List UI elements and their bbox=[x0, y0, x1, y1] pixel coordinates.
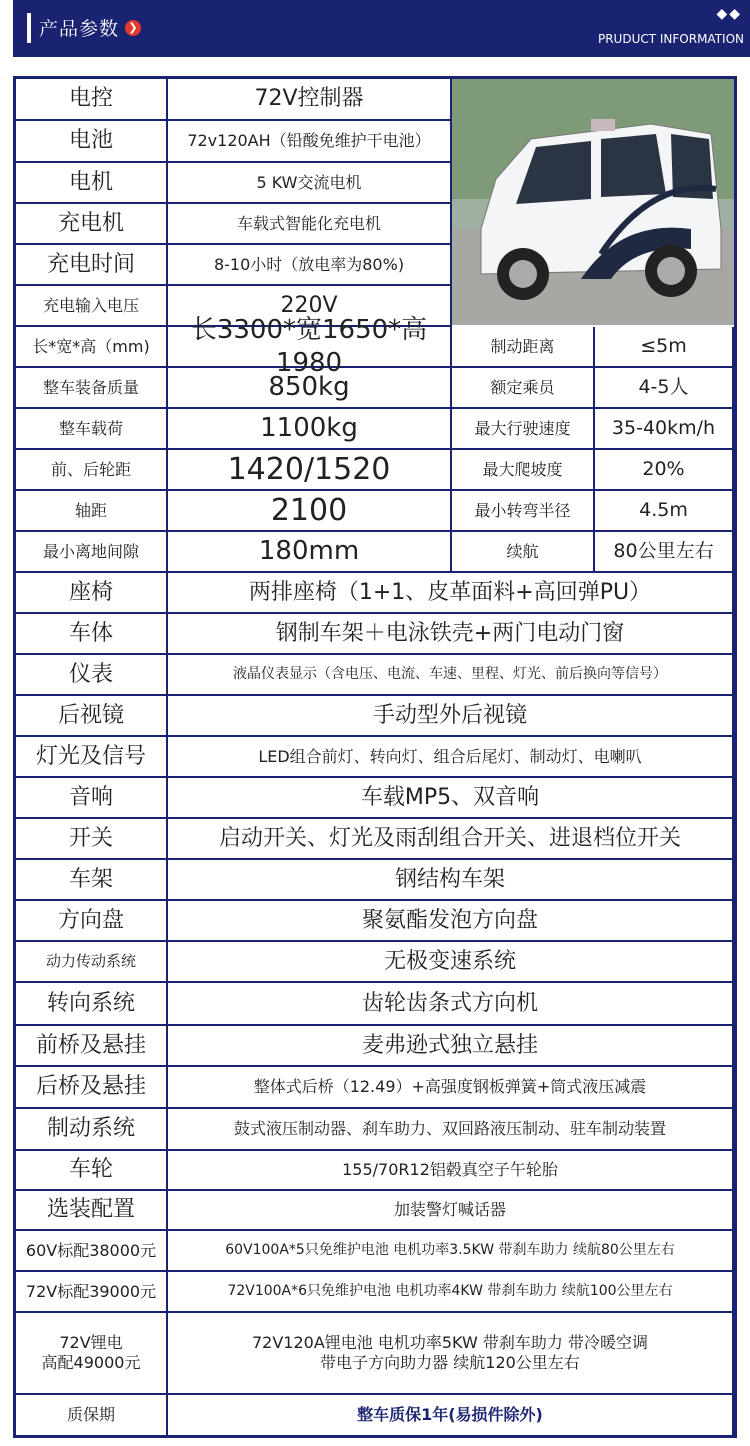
spec-label: 车轮 bbox=[16, 1151, 168, 1191]
spec-label: 选装配置 bbox=[16, 1191, 168, 1231]
spec-row bbox=[16, 1151, 734, 1191]
spec-label: 充电时间 bbox=[16, 245, 168, 286]
spec-value: 车载式智能化充电机 bbox=[168, 204, 452, 245]
spec-label-line: 高配49000元 bbox=[41, 1353, 141, 1372]
spec-label: 续航 bbox=[452, 532, 595, 573]
spec-value: 启动开关、灯光及雨刮组合开关、进退档位开关 bbox=[168, 819, 734, 860]
spec-value: 4-5人 bbox=[595, 368, 734, 409]
spec-value: 155/70R12铝毂真空子午轮胎 bbox=[168, 1151, 734, 1191]
spec-row bbox=[16, 163, 452, 204]
spec-label: 充电输入电压 bbox=[16, 286, 168, 327]
spec-label: 最大爬坡度 bbox=[452, 450, 595, 491]
spec-row bbox=[16, 655, 734, 696]
spec-label: 后视镜 bbox=[16, 696, 168, 737]
spec-label: 开关 bbox=[16, 819, 168, 860]
spec-label: 充电机 bbox=[16, 204, 168, 245]
spec-value: 5 KW交流电机 bbox=[168, 163, 452, 204]
spec-label: 前桥及悬挂 bbox=[16, 1026, 168, 1067]
spec-label: 转向系统 bbox=[16, 983, 168, 1026]
spec-label: 最小离地间隙 bbox=[16, 532, 168, 573]
spec-value: 35-40km/h bbox=[595, 409, 734, 450]
section-header bbox=[13, 0, 750, 57]
spec-value: 齿轮齿条式方向机 bbox=[168, 983, 734, 1026]
spec-value: 加装警灯喊话器 bbox=[168, 1191, 734, 1231]
spec-label: 车体 bbox=[16, 614, 168, 655]
spec-label: 制动距离 bbox=[452, 327, 595, 368]
diamond-icon: ◆◆ bbox=[716, 6, 742, 22]
spec-row bbox=[16, 79, 452, 121]
spec-value: 整体式后桥（12.49）+高强度钢板弹簧+筒式液压减震 bbox=[168, 1067, 734, 1109]
spec-label: 最小转弯半径 bbox=[452, 491, 595, 532]
spec-value: 长3300*宽1650*高1980 bbox=[168, 327, 452, 368]
spec-value: 1420/1520 bbox=[168, 450, 452, 491]
spec-row bbox=[16, 860, 734, 901]
arrow-right-icon: ❯ bbox=[125, 20, 141, 36]
spec-row bbox=[16, 901, 734, 942]
spec-value: 钢结构车架 bbox=[168, 860, 734, 901]
spec-label: 方向盘 bbox=[16, 901, 168, 942]
spec-label: 电控 bbox=[16, 79, 168, 121]
spec-label: 后桥及悬挂 bbox=[16, 1067, 168, 1109]
spec-label bbox=[16, 1313, 168, 1395]
spec-row bbox=[16, 1313, 734, 1395]
spec-label: 质保期 bbox=[16, 1395, 168, 1435]
spec-row bbox=[16, 1067, 734, 1109]
spec-row bbox=[16, 532, 734, 573]
spec-value: 80公里左右 bbox=[595, 532, 734, 573]
spec-value: 手动型外后视镜 bbox=[168, 696, 734, 737]
spec-label: 整车载荷 bbox=[16, 409, 168, 450]
spec-row bbox=[16, 368, 734, 409]
spec-value: 72v120AH（铅酸免维护干电池） bbox=[168, 121, 452, 163]
spec-value: 2100 bbox=[168, 491, 452, 532]
spec-row bbox=[16, 1231, 734, 1272]
spec-row bbox=[16, 315, 734, 378]
spec-row bbox=[16, 696, 734, 737]
spec-label: 60V标配38000元 bbox=[16, 1231, 168, 1272]
spec-label: 轴距 bbox=[16, 491, 168, 532]
spec-value: 钢制车架＋电泳铁壳+两门电动门窗 bbox=[168, 614, 734, 655]
spec-row bbox=[16, 1026, 734, 1067]
spec-value: 鼓式液压制动器、刹车助力、双回路液压制动、驻车制动装置 bbox=[168, 1109, 734, 1151]
spec-label: 座椅 bbox=[16, 573, 168, 614]
spec-value: 1100kg bbox=[168, 409, 452, 450]
spec-label: 长*宽*高（mm) bbox=[16, 327, 168, 368]
spec-value: 850kg bbox=[168, 368, 452, 409]
spec-value-line: 带电子方向助力器 续航120公里左右 bbox=[320, 1353, 580, 1372]
spec-value: 72V控制器 bbox=[168, 79, 452, 121]
spec-value: LED组合前灯、转向灯、组合后尾灯、制动灯、电喇叭 bbox=[168, 737, 734, 778]
spec-value: 两排座椅（1+1、皮革面料+高回弹PU） bbox=[168, 573, 734, 614]
spec-label: 制动系统 bbox=[16, 1109, 168, 1151]
spec-label: 动力传动系统 bbox=[16, 942, 168, 983]
spec-value: 4.5m bbox=[595, 491, 734, 532]
spec-value: 无极变速系统 bbox=[168, 942, 734, 983]
spec-value: 60V100A*5只免维护电池 电机功率3.5KW 带刹车助力 续航80公里左右 bbox=[168, 1231, 734, 1272]
spec-label: 电机 bbox=[16, 163, 168, 204]
spec-row bbox=[16, 983, 734, 1026]
spec-row bbox=[16, 491, 734, 532]
spec-value: ≤5m bbox=[595, 327, 734, 368]
spec-value: 整车质保1年(易损件除外) bbox=[168, 1395, 734, 1435]
spec-value: 8-10小时（放电率为80%) bbox=[168, 245, 452, 286]
spec-label: 音响 bbox=[16, 778, 168, 819]
vehicle-photo bbox=[451, 79, 734, 325]
spec-row bbox=[16, 778, 734, 819]
spec-value: 液晶仪表显示（含电压、电流、车速、里程、灯光、前后换向等信号） bbox=[168, 655, 734, 696]
spec-label: 最大行驶速度 bbox=[452, 409, 595, 450]
spec-value: 180mm bbox=[168, 532, 452, 573]
spec-row bbox=[16, 737, 734, 778]
spec-row bbox=[16, 573, 734, 614]
spec-value: 20% bbox=[595, 450, 734, 491]
spec-label: 仪表 bbox=[16, 655, 168, 696]
header-bar-accent bbox=[27, 13, 31, 43]
spec-row bbox=[16, 409, 734, 450]
spec-row bbox=[16, 1272, 734, 1313]
spec-row bbox=[16, 614, 734, 655]
spec-label-line: 72V锂电 bbox=[59, 1333, 123, 1352]
spec-value: 麦弗逊式独立悬挂 bbox=[168, 1026, 734, 1067]
spec-value-line: 72V120A锂电池 电机功率5KW 带刹车助力 带冷暖空调 bbox=[252, 1333, 648, 1352]
spec-value: 聚氨酯发泡方向盘 bbox=[168, 901, 734, 942]
spec-value: 车载MP5、双音响 bbox=[168, 778, 734, 819]
spec-label: 额定乘员 bbox=[452, 368, 595, 409]
spec-row bbox=[16, 121, 452, 163]
spec-row bbox=[16, 1191, 734, 1231]
spec-value: 72V100A*6只免维护电池 电机功率4KW 带刹车助力 续航100公里左右 bbox=[168, 1272, 734, 1313]
header-subtitle-en: PRUDUCT INFORMATION bbox=[597, 32, 744, 46]
spec-value: 220V bbox=[168, 286, 452, 327]
spec-label: 灯光及信号 bbox=[16, 737, 168, 778]
spec-row bbox=[16, 450, 734, 491]
spec-label: 电池 bbox=[16, 121, 168, 163]
spec-row bbox=[16, 204, 452, 245]
spec-label: 车架 bbox=[16, 860, 168, 901]
spec-row bbox=[16, 1109, 734, 1151]
spec-row bbox=[16, 1395, 734, 1435]
spec-row bbox=[16, 819, 734, 860]
white-electric-car-icon bbox=[451, 79, 734, 325]
spec-row bbox=[16, 942, 734, 983]
spec-label: 整车装备质量 bbox=[16, 368, 168, 409]
header-title: 产品参数 bbox=[39, 18, 120, 40]
spec-label: 前、后轮距 bbox=[16, 450, 168, 491]
spec-row bbox=[16, 245, 452, 286]
spec-label: 72V标配39000元 bbox=[16, 1272, 168, 1313]
spec-value bbox=[168, 1313, 734, 1395]
